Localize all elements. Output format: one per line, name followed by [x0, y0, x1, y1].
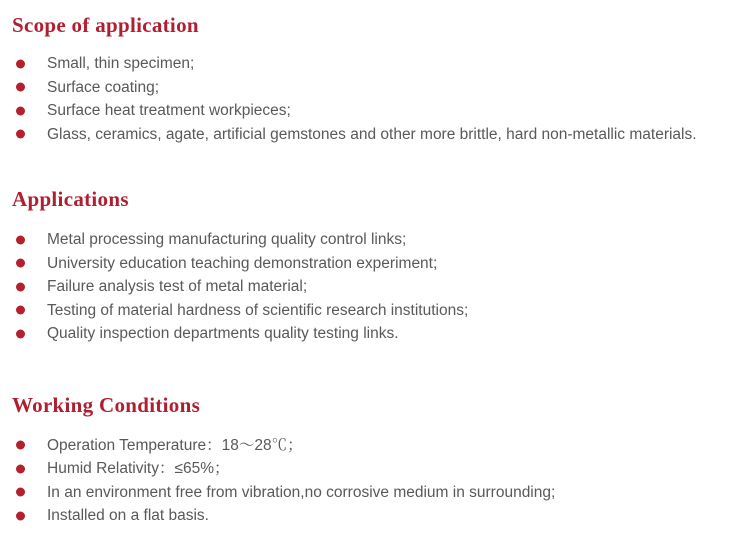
list-item-text: In an environment free from vibration,no corrosive medium in surrounding;	[47, 483, 556, 501]
scope-bullet-list	[12, 52, 738, 146]
list-item	[12, 99, 738, 123]
list-item-text: Quality inspection departments quality testing links.	[47, 325, 399, 342]
bullet-icon	[16, 306, 25, 315]
bullet-icon	[16, 511, 25, 520]
list-item-text: Operation Temperature：18～28℃；	[47, 436, 303, 454]
list-item	[12, 434, 738, 458]
list-item	[12, 504, 738, 528]
list-item-text: Metal processing manufacturing quality control links;	[47, 231, 407, 248]
list-item	[12, 299, 738, 323]
applications-bullet-list	[12, 228, 738, 346]
list-item-text: Surface heat treatment workpieces;	[47, 102, 291, 119]
section-working-conditions	[12, 392, 738, 528]
bullet-icon	[16, 130, 25, 139]
bullet-icon	[16, 329, 25, 338]
list-item-text: Installed on a flat basis.	[47, 507, 209, 524]
bullet-icon	[16, 83, 25, 92]
working-conditions-bullet-list	[12, 434, 738, 528]
list-item	[12, 52, 738, 76]
list-item	[12, 275, 738, 299]
list-item-text: University education teaching demonstration experiment;	[47, 254, 438, 272]
section-title-applications: Applications	[12, 187, 129, 211]
list-item-text: Surface coating;	[47, 78, 160, 96]
list-item-text: Humid Relativity：≤65%；	[47, 460, 230, 477]
bullet-icon	[16, 488, 25, 497]
list-item	[12, 322, 738, 346]
section-title-working-conditions: Working Conditions	[12, 392, 201, 417]
list-item	[12, 228, 738, 252]
list-item	[12, 457, 738, 481]
list-item-text: Glass, ceramics, agate, artificial gemstones and other more brittle, hard non-metallic materials.	[47, 125, 697, 143]
list-item	[12, 252, 738, 276]
bullet-icon	[16, 441, 25, 450]
bullet-icon	[16, 259, 25, 268]
list-item	[12, 481, 738, 505]
list-item-text: Small, thin specimen;	[47, 55, 195, 72]
bullet-icon	[16, 59, 25, 68]
bullet-icon	[16, 464, 25, 473]
list-item	[12, 76, 738, 100]
section-title-scope-of-application: Scope of application	[12, 13, 199, 37]
list-item-text: Testing of material hardness of scientific research institutions;	[47, 301, 469, 319]
bullet-icon	[16, 282, 25, 291]
bullet-icon	[16, 106, 25, 115]
list-item	[12, 123, 738, 147]
section-applications	[12, 186, 738, 346]
bullet-icon	[16, 235, 25, 244]
section-scope-of-application	[12, 12, 738, 146]
list-item-text: Failure analysis test of metal material;	[47, 278, 308, 295]
